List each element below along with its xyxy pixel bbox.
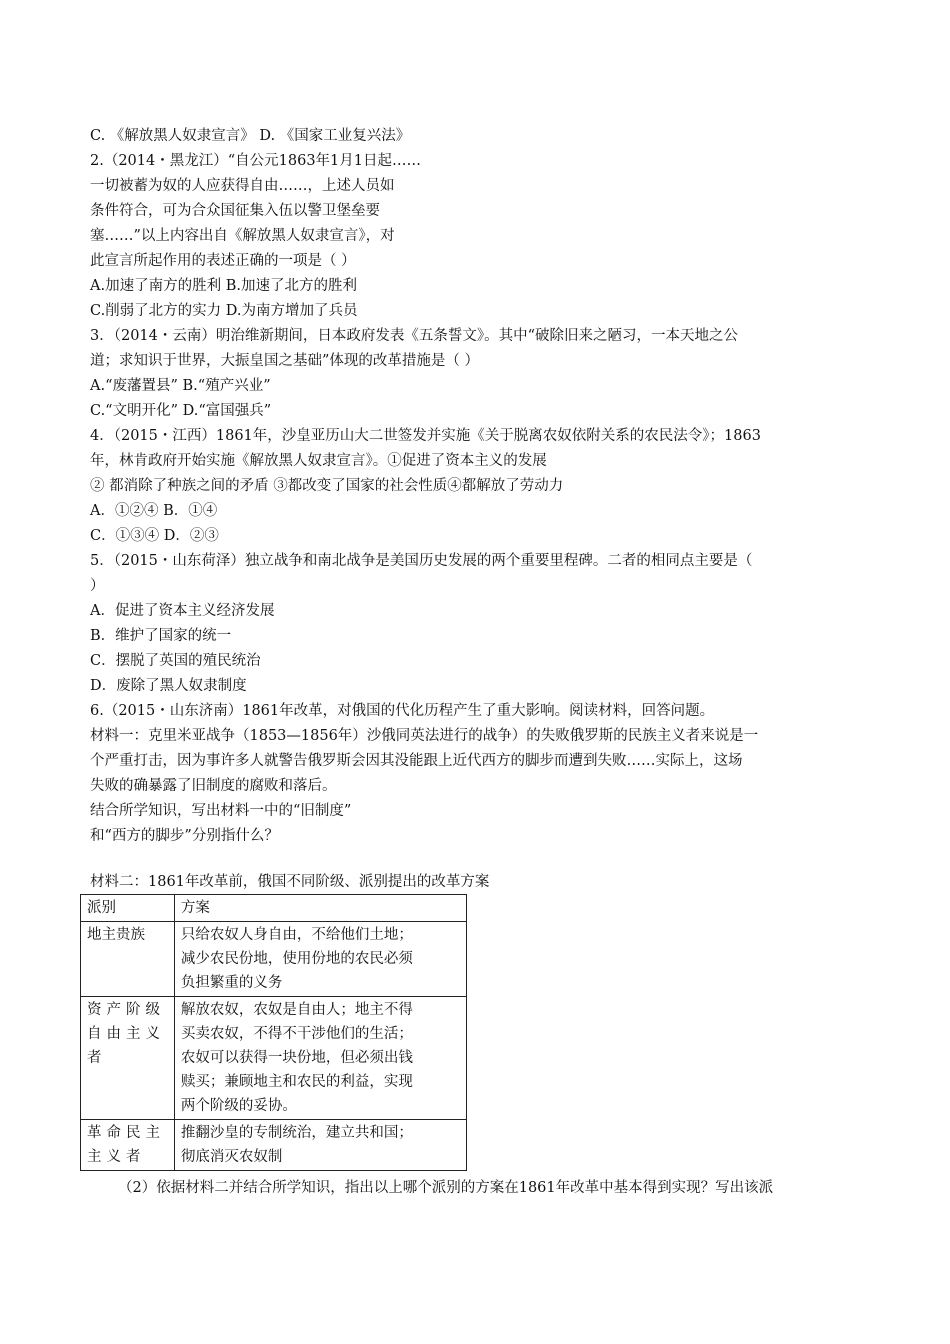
- cell-line: 资产阶级: [87, 1002, 165, 1018]
- text-line: 年，林肯政府开始实施《解放黑人奴隶宣言》。①促进了资本主义的发展: [90, 453, 547, 469]
- table-cell-group: [81, 997, 175, 1120]
- text-line: C．摆脱了英国的殖民统治: [90, 653, 261, 669]
- text-line: 6.（2015・山东济南）1861年改革，对俄国的代化历程产生了重大影响。阅读材料，回答问题。: [90, 703, 715, 719]
- cell-line: 减少农民份地，使用份地的农民必须: [180, 951, 413, 967]
- table-row: [81, 922, 467, 997]
- text-line: B．维护了国家的统一: [90, 628, 232, 644]
- cell-line: 地主贵族: [87, 927, 145, 943]
- reform-schemes-table: [80, 894, 467, 1171]
- cell-line: 彻底消灭农奴制: [180, 1149, 283, 1165]
- text-line: A．①②④ B．①④: [90, 503, 218, 519]
- text-line: D．废除了黑人奴隶制度: [90, 678, 247, 694]
- cell-line: 解放农奴，农奴是自由人；地主不得: [180, 1002, 413, 1018]
- text-line: A.“废藩置县” B.“殖产兴业”: [90, 378, 271, 394]
- cell-line: 只给农奴人身自由，不给他们土地；: [180, 927, 413, 943]
- text-line: 材料一：克里米亚战争（1853—1856年）沙俄同英法进行的战争）的失败俄罗斯的民族主义者来说是一: [90, 728, 759, 744]
- cell-line: 自由主义: [87, 1026, 165, 1042]
- cell-line: 赎买；兼顾地主和农民的利益，实现: [180, 1074, 413, 1090]
- cell-line: 买卖农奴，不得不干涉他们的生活；: [180, 1026, 413, 1042]
- text-line: C.“文明开化” D.“富国强兵”: [90, 403, 272, 419]
- table-header-row: [81, 895, 467, 922]
- cell-line: 负担繁重的义务: [180, 975, 283, 991]
- text-line: C．①③④ D．②③: [90, 528, 219, 544]
- table-header-cell: 方案: [174, 895, 466, 922]
- table-header-cell: 派别: [81, 895, 175, 922]
- text-line: 4．（2015・江西）1861年，沙皇亚历山大二世签发并实施《关于脱离农奴依附关系的农民法令》；1863: [90, 428, 761, 444]
- table-cell-group: [81, 922, 175, 997]
- table-cell-plan: [174, 997, 466, 1120]
- table-row: [81, 997, 467, 1120]
- cell-line: 者: [87, 1050, 107, 1066]
- table-cell-plan: [174, 922, 466, 997]
- table-row: [81, 1120, 467, 1171]
- text-line: C. 《解放黑人奴隶宣言》 D. 《国家工业复兴法》: [90, 128, 411, 144]
- text-line: 条件符合，可为合众国征集入伍以警卫堡垒要: [90, 203, 380, 219]
- cell-line: 革命民主: [87, 1125, 165, 1141]
- text-line: 道；求知识于世界，大振皇国之基础”体现的改革措施是（ ）: [90, 353, 480, 369]
- text-line: 结合所学知识，写出材料一中的“旧制度”: [90, 803, 352, 819]
- table-cell-group: [81, 1120, 175, 1171]
- text-line: A.加速了南方的胜利 B.加速了北方的胜利: [90, 278, 357, 294]
- text-line: A．促进了资本主义经济发展: [90, 603, 275, 619]
- text-line: 3．（2014・云南）明治维新期间，日本政府发表《五条誓文》。其中“破除旧来之陋习，一本天地之公: [90, 328, 739, 344]
- text-line: 此宣言所起作用的表述正确的一项是（ ）: [90, 253, 356, 269]
- cell-line: 农奴可以获得一块份地，但必须出钱: [180, 1050, 413, 1066]
- text-line: C.削弱了北方的实力 D.为南方增加了兵员: [90, 303, 358, 319]
- text-line: 失败的确暴露了旧制度的腐败和落后。: [90, 778, 337, 794]
- text-line: ）: [90, 578, 105, 594]
- text-line: 5．（2015・山东荷泽）独立战争和南北战争是美国历史发展的两个重要里程碑。二者的相同点主要是（: [90, 553, 753, 569]
- table-cell-plan: [174, 1120, 466, 1171]
- cell-line: 两个阶级的妥协。: [180, 1098, 297, 1114]
- text-line: 和“西方的脚步”分别指什么？: [90, 828, 279, 844]
- text-line: （2）依据材料二并结合所学知识，指出以上哪个派别的方案在1861年改革中基本得到实现？写出该派: [118, 1180, 774, 1196]
- cell-line: 主义者: [87, 1149, 146, 1165]
- text-line: 一切被蓄为奴的人应获得自由……，上述人员如: [90, 178, 395, 194]
- text-line: 2.（2014・黑龙江）“自公元1863年1月1日起……: [90, 153, 421, 169]
- text-line: ② 都消除了种族之间的矛盾 ③都改变了国家的社会性质④都解放了劳动力: [90, 478, 564, 494]
- text-line: 塞……”以上内容出自《解放黑人奴隶宣言》，对: [90, 228, 395, 244]
- text-line: 个严重打击，因为事许多人就警告俄罗斯会因其没能跟上近代西方的脚步而遭到失败……实际上，这场: [90, 753, 743, 769]
- cell-line: 推翻沙皇的专制统治，建立共和国；: [180, 1125, 413, 1141]
- text-line: 材料二：1861年改革前，俄国不同阶级、派别提出的改革方案: [90, 874, 490, 890]
